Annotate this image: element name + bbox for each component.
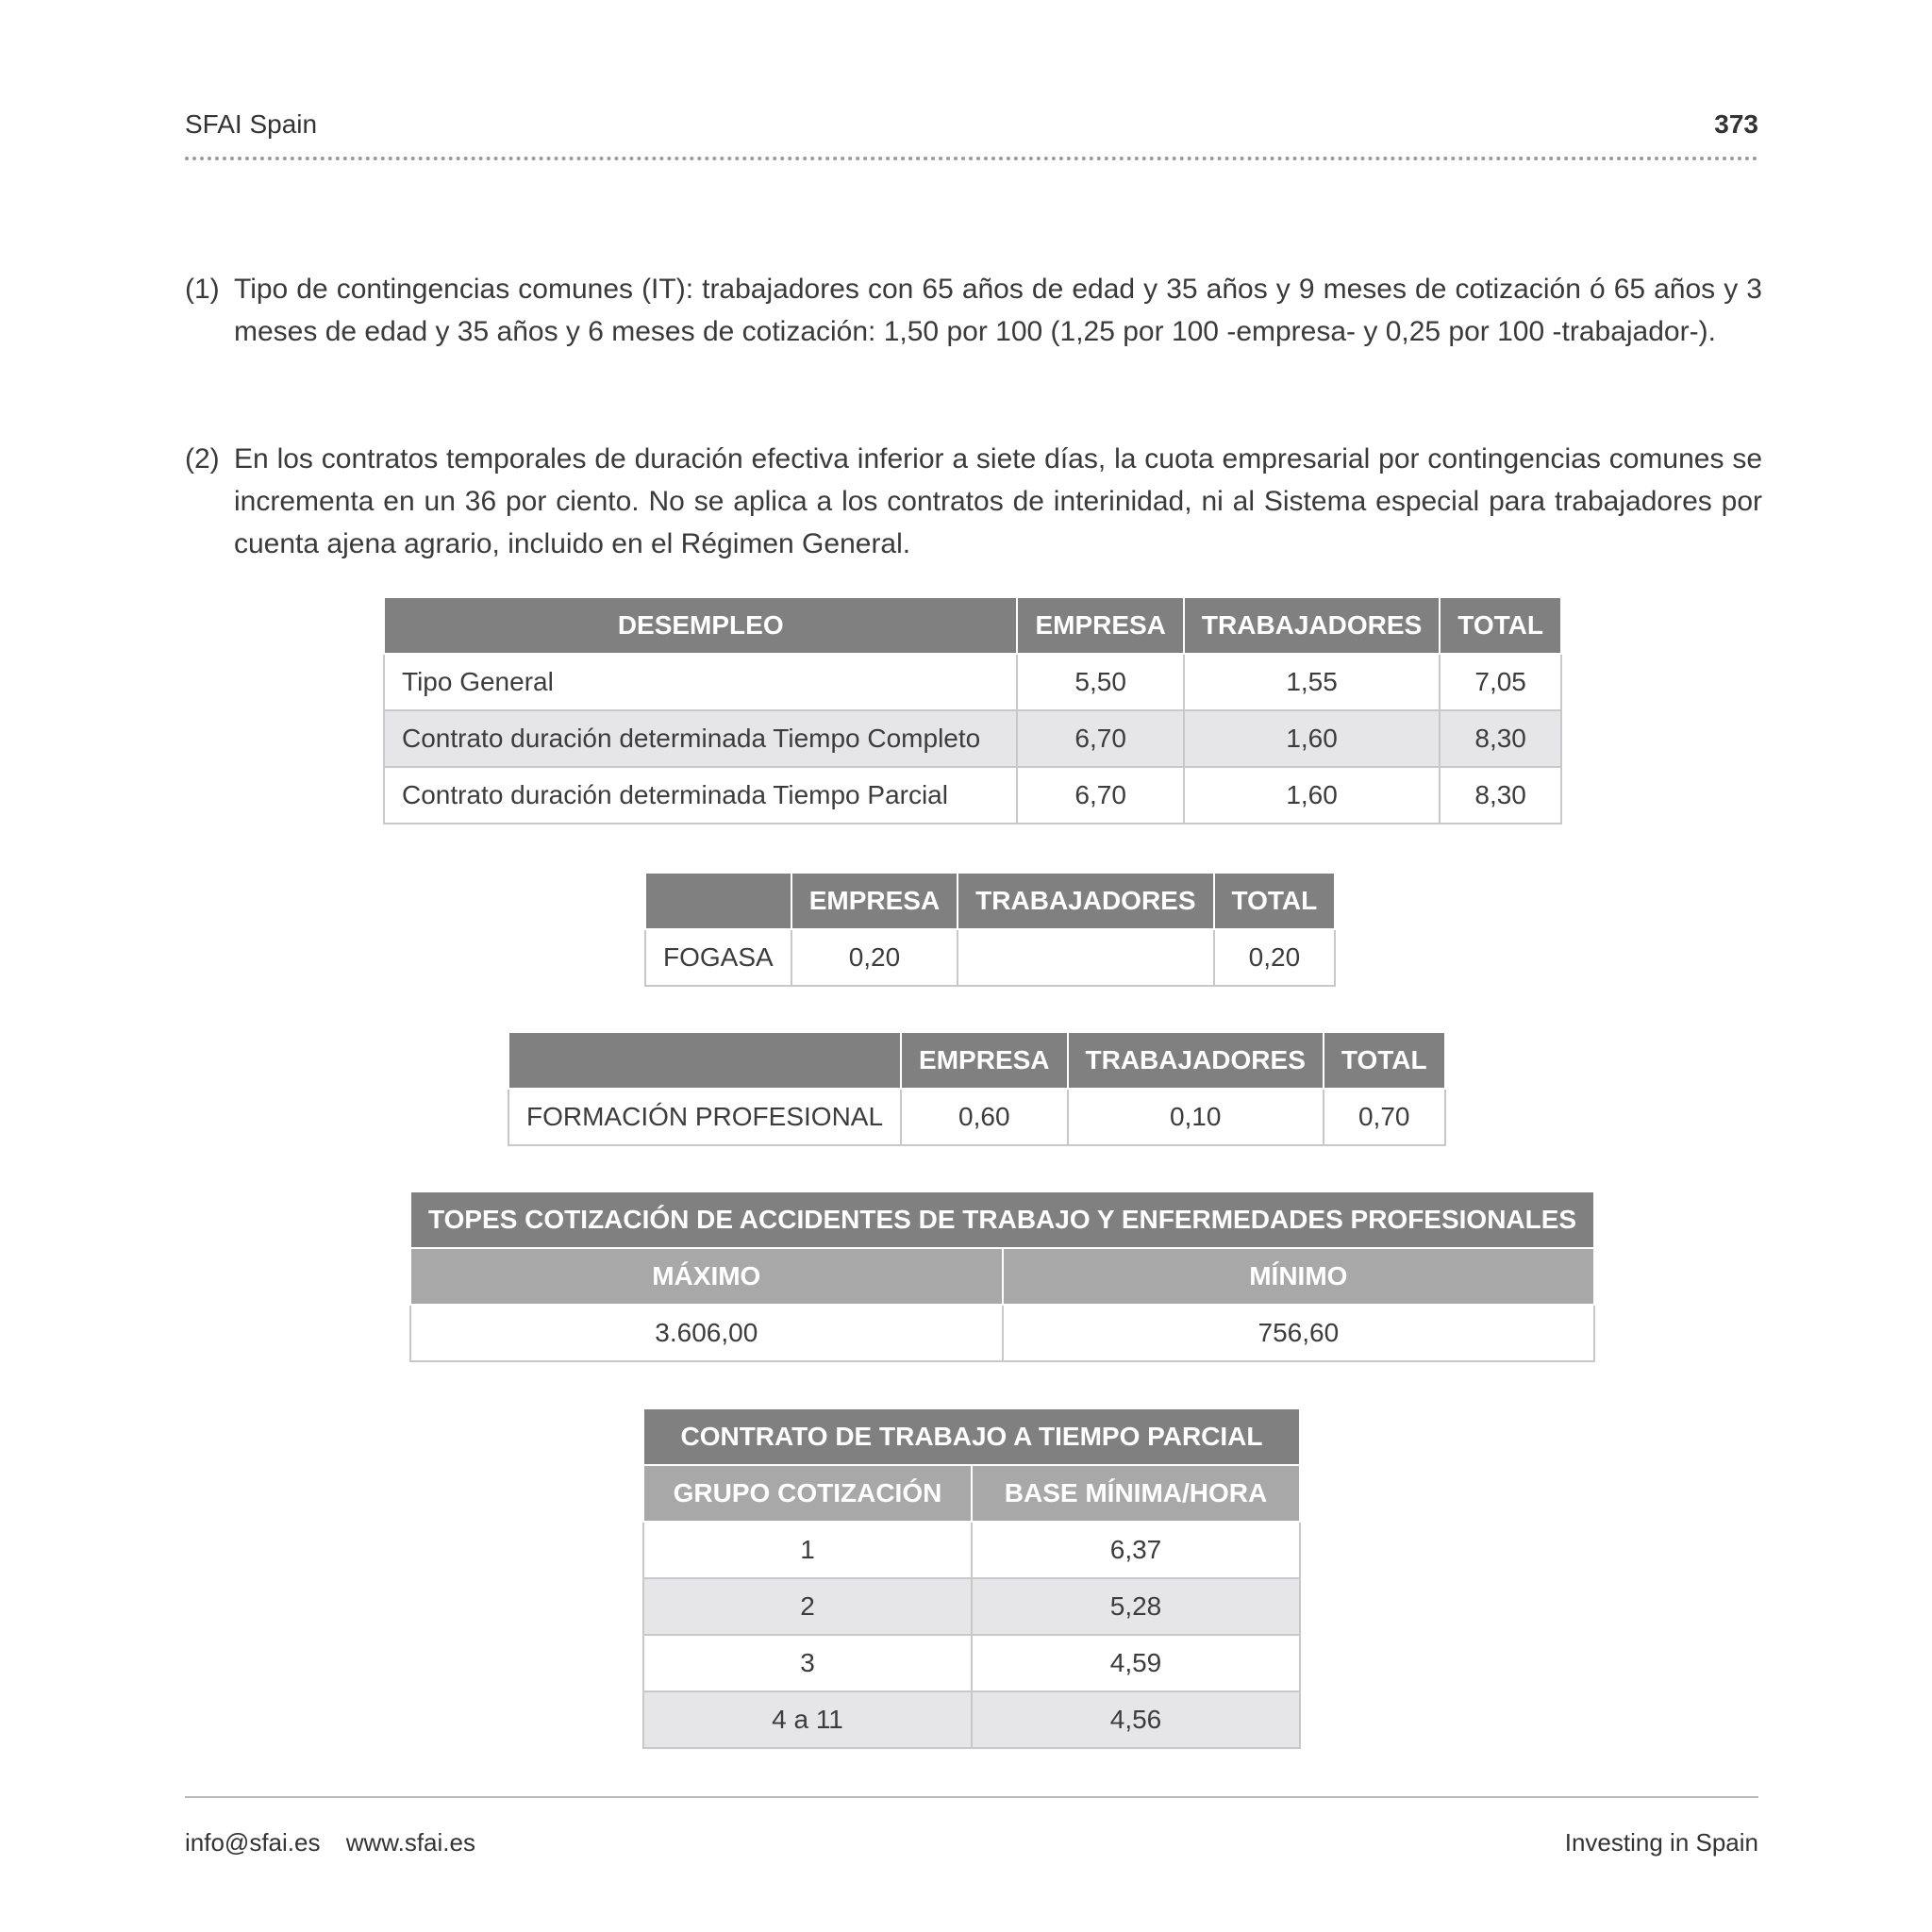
footer-divider (185, 1796, 1758, 1798)
table-cell: Contrato duración determinada Tiempo Parcial (384, 767, 1017, 824)
column-header (645, 873, 791, 929)
table-title: CONTRATO DE TRABAJO A TIEMPO PARCIAL (643, 1408, 1300, 1465)
table-cell: 756,60 (1003, 1305, 1595, 1361)
column-header: TRABAJADORES (1068, 1032, 1324, 1089)
footer-publication: Investing in Spain (1564, 1828, 1758, 1857)
table-title-row (410, 1191, 1594, 1248)
column-header: BASE MÍNIMA/HORA (972, 1465, 1300, 1522)
header-title: SFAI Spain (185, 109, 318, 139)
footer-contact (185, 1828, 494, 1857)
table-cell: FORMACIÓN PROFESIONAL (508, 1089, 901, 1145)
table-header-row (643, 1465, 1300, 1522)
fogasa-table (644, 872, 1336, 987)
table-cell: 6,70 (1017, 710, 1183, 767)
column-header: GRUPO COTIZACIÓN (643, 1465, 972, 1522)
table-title-row (643, 1408, 1300, 1465)
table-cell: 1,55 (1184, 654, 1440, 710)
table-cell: 7,05 (1440, 654, 1561, 710)
table-cell: 4,56 (972, 1691, 1300, 1748)
table-cell (958, 929, 1213, 986)
note-text: Tipo de contingencias comunes (IT): trabajadores con 65 años de edad y 35 años y 9 meses de cotización ó 65 años y 3 meses de edad y 35 años y 6 meses de cotización: 1,50 por 100 (1,25 por 100 -empresa- y 0,25 por 100 -trabajador-). (234, 274, 1762, 347)
column-header: DESEMPLEO (384, 597, 1017, 654)
table-cell: 6,70 (1017, 767, 1183, 824)
table-cell: 3.606,00 (410, 1305, 1003, 1361)
table-cell: 0,60 (901, 1089, 1067, 1145)
table-header-row (410, 1248, 1594, 1305)
column-header: EMPRESA (1017, 597, 1183, 654)
column-header: TRABAJADORES (958, 873, 1213, 929)
table-cell: 0,10 (1068, 1089, 1324, 1145)
note-text: En los contratos temporales de duración efectiva inferior a siete días, la cuota empresarial por contingencias comunes se incrementa en un 36 por ciento. No se aplica a los contratos de interinidad, ni al Sistema especial para trabajadores por cuenta ajena agrario, incluido en el Régimen General. (234, 443, 1762, 559)
table-row (384, 767, 1561, 824)
table-row (643, 1691, 1300, 1748)
column-header: MÍNIMO (1003, 1248, 1595, 1305)
column-header (508, 1032, 901, 1089)
column-header: EMPRESA (901, 1032, 1067, 1089)
column-header: TOTAL (1214, 873, 1336, 929)
table-row (643, 1635, 1300, 1691)
header-dotted-divider (185, 157, 1758, 160)
column-header: TRABAJADORES (1184, 597, 1440, 654)
column-header: MÁXIMO (410, 1248, 1003, 1305)
note-number: (2) (185, 443, 220, 475)
table-title: TOPES COTIZACIÓN DE ACCIDENTES DE TRABAJO Y ENFERMEDADES PROFESIONALES (410, 1191, 1594, 1248)
table-cell: 2 (643, 1578, 972, 1635)
table-cell: Contrato duración determinada Tiempo Completo (384, 710, 1017, 767)
table-header-row (645, 873, 1335, 929)
table-cell: Tipo General (384, 654, 1017, 710)
note-1 (185, 268, 1762, 353)
table-cell: 0,20 (1214, 929, 1336, 986)
topes-table (409, 1191, 1595, 1362)
table-row (384, 710, 1561, 767)
table-cell: 4,59 (972, 1635, 1300, 1691)
table-row (384, 654, 1561, 710)
tiempo-parcial-table (642, 1407, 1301, 1749)
table-cell: 1 (643, 1522, 972, 1578)
note-number: (1) (185, 274, 220, 305)
table-cell: 5,28 (972, 1578, 1300, 1635)
formacion-table (508, 1031, 1446, 1146)
column-header: TOTAL (1324, 1032, 1445, 1089)
table-cell: 6,37 (972, 1522, 1300, 1578)
footer-website: www.sfai.es (345, 1828, 475, 1857)
table-cell: 8,30 (1440, 710, 1561, 767)
table-cell: 5,50 (1017, 654, 1183, 710)
table-cell: 1,60 (1184, 710, 1440, 767)
note-2 (185, 438, 1762, 565)
table-row (643, 1578, 1300, 1635)
table-cell: 8,30 (1440, 767, 1561, 824)
table-row (645, 929, 1335, 986)
page-number: 373 (1714, 109, 1758, 139)
table-header-row (508, 1032, 1445, 1089)
table-cell: 1,60 (1184, 767, 1440, 824)
table-row (643, 1522, 1300, 1578)
table-cell: 4 a 11 (643, 1691, 972, 1748)
table-cell: 0,20 (791, 929, 958, 986)
column-header: TOTAL (1440, 597, 1561, 654)
table-header-row (384, 597, 1561, 654)
table-row (410, 1305, 1594, 1361)
table-cell: 3 (643, 1635, 972, 1691)
table-cell: FOGASA (645, 929, 791, 986)
desempleo-table (383, 596, 1562, 824)
table-row (508, 1089, 1445, 1145)
column-header: EMPRESA (791, 873, 958, 929)
table-cell: 0,70 (1324, 1089, 1445, 1145)
footer-email: info@sfai.es (185, 1828, 321, 1857)
